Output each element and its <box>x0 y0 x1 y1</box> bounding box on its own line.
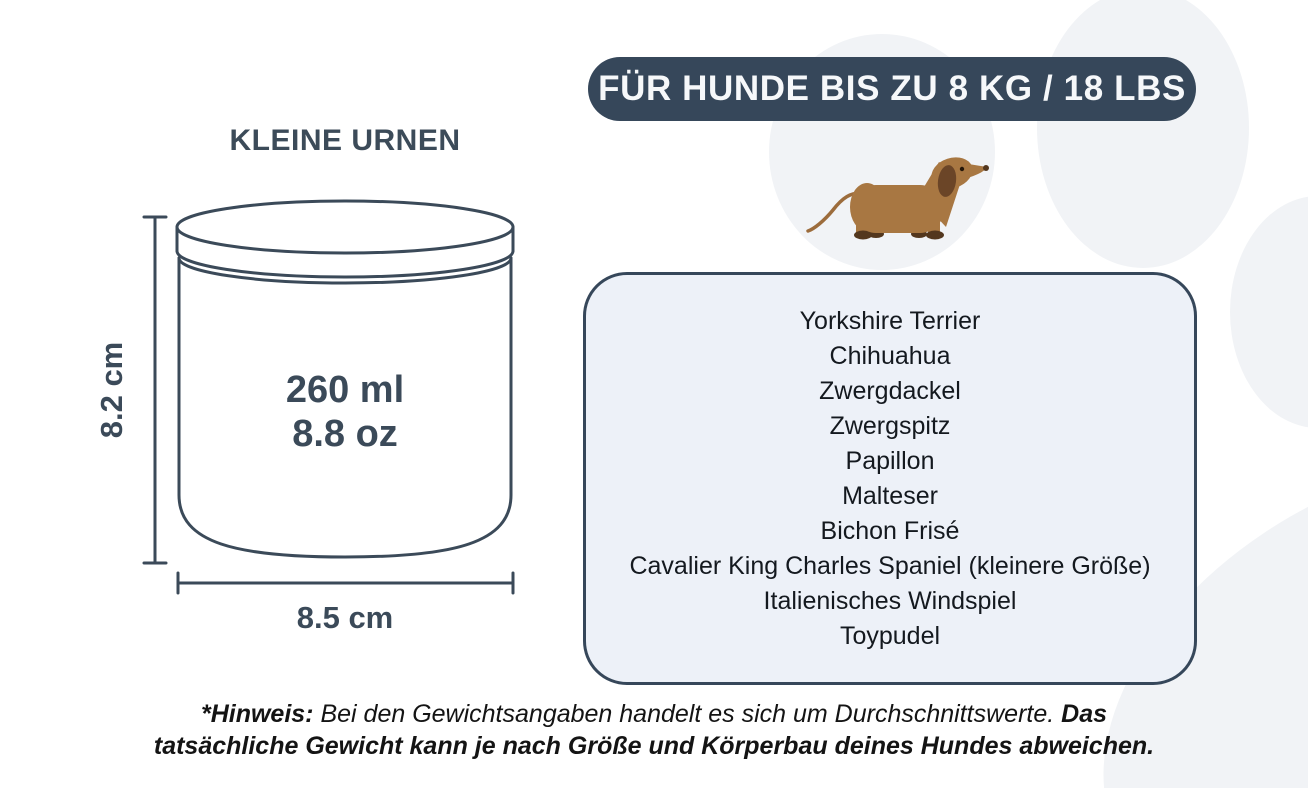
note-line-1 <box>0 698 1308 730</box>
note-prefix: *Hinweis: <box>200 700 314 728</box>
urn-volume-oz: 8.8 oz <box>292 413 398 455</box>
breed-list-item: Malteser <box>842 481 938 510</box>
note-emphasis-start: Das <box>1061 700 1108 728</box>
breed-list-item: Cavalier King Charles Spaniel (kleinere Größe) <box>629 551 1151 580</box>
paw-toe-icon <box>1230 196 1308 428</box>
urn-width-label: 8.5 cm <box>296 600 394 635</box>
weight-limit-badge <box>588 57 1196 121</box>
paw-toe-icon <box>1037 0 1249 268</box>
disclaimer-note <box>0 698 1308 762</box>
breed-list-item: Papillon <box>845 446 935 475</box>
urn-volume-label <box>215 368 475 456</box>
weight-limit-label: FÜR HUNDE BIS ZU 8 KG / 18 LBS <box>598 69 1186 108</box>
dachshund-icon <box>800 133 990 248</box>
breed-list-item: Italienisches Windspiel <box>763 586 1017 615</box>
page-title: KLEINE URNEN <box>229 124 461 157</box>
urn-volume-ml: 260 ml <box>285 369 405 411</box>
breed-list-item: Zwergdackel <box>819 376 961 405</box>
breed-list-item: Toypudel <box>839 621 941 650</box>
note-line-2: tatsächliche Gewicht kann je nach Größe und Körperbau deines Hundes abweichen. <box>153 732 1155 760</box>
breed-list-item: Chihuahua <box>829 341 951 370</box>
urn-height-label: 8.2 cm <box>94 341 129 439</box>
breed-list-item: Bichon Frisé <box>820 516 960 545</box>
breed-list-panel <box>583 272 1197 685</box>
breed-list-item: Zwergspitz <box>829 411 951 440</box>
note-body: Bei den Gewichtsangaben handelt es sich um Durchschnittswerte. <box>313 700 1062 728</box>
breed-list-item: Yorkshire Terrier <box>799 306 981 335</box>
